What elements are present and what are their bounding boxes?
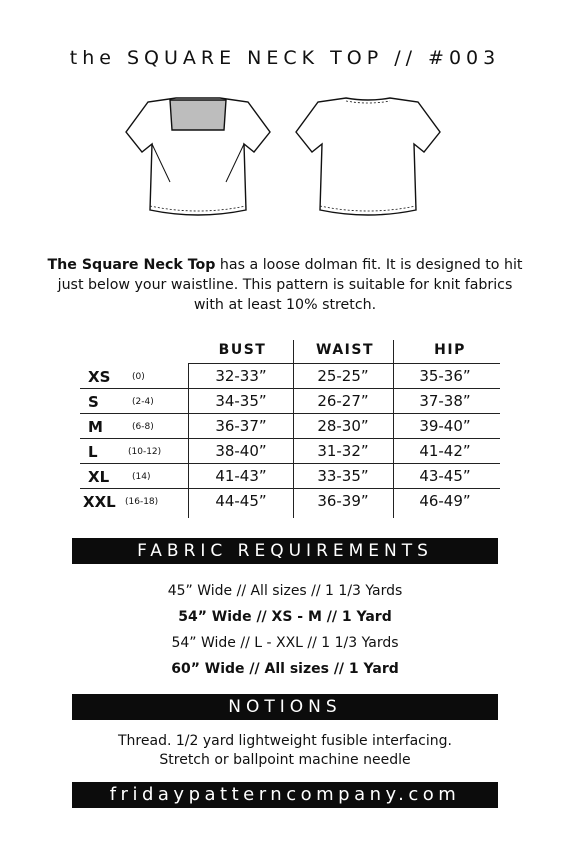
fabric-line: 54” Wide // XS - M // 1 Yard [178,609,392,625]
table-row-divider [80,438,500,439]
bust-value: 38-40” [215,442,267,460]
waist-value: 31-32” [317,442,369,460]
notions-line-1: Thread. 1/2 yard lightweight fusible interfacing. [118,733,452,749]
hip-value: 39-40” [419,417,471,435]
hip-value: 35-36” [419,367,471,385]
size-label: XS [88,368,111,386]
waist-value: 26-27” [317,392,369,410]
hip-value: 46-49” [419,492,471,510]
size-label: S [88,393,99,411]
square-neck-top-front-icon [118,92,278,224]
bust-value: 36-37” [215,417,267,435]
size-label: XL [88,468,110,486]
table-row-divider [80,463,500,464]
intro-bold: The Square Neck Top [47,257,216,273]
size-label: L [88,443,98,461]
header-bust: BUST [218,342,267,358]
bust-value: 44-45” [215,492,267,510]
hip-value: 41-42” [419,442,471,460]
size-number: (10-12) [128,447,162,457]
waist-value: 25-25” [317,367,369,385]
notions-text [0,732,570,770]
size-number: (14) [132,472,151,482]
waist-value: 28-30” [317,417,369,435]
size-label: M [88,418,103,436]
intro-paragraph [45,255,525,315]
bust-value: 34-35” [215,392,267,410]
size-number: (16-18) [125,497,159,507]
size-number: (0) [132,372,145,382]
square-neck-top-back-icon [288,92,448,224]
fabric-requirements-heading: FABRIC REQUIREMENTS [72,538,498,564]
header-waist: WAIST [316,342,374,358]
notions-line-2: Stretch or ballpoint machine needle [159,752,411,768]
waist-value: 36-39” [317,492,369,510]
fabric-line: 45” Wide // All sizes // 1 1/3 Yards [167,583,403,599]
waist-value: 33-35” [317,467,369,485]
size-number: (2-4) [132,397,154,407]
header-hip: HIP [434,342,466,358]
size-number: (6-8) [132,422,154,432]
notions-heading: NOTIONS [72,694,498,720]
hip-value: 37-38” [419,392,471,410]
table-row-divider [80,388,500,389]
footer-website[interactable]: fridaypatterncompany.com [72,782,498,808]
fabric-line: 60” Wide // All sizes // 1 Yard [171,661,399,677]
size-label: XXL [83,493,116,511]
fabric-requirements-list [0,578,570,682]
page-title: the SQUARE NECK TOP // #003 [69,47,501,69]
table-divider [188,363,500,364]
fabric-line: 54” Wide // L - XXL // 1 1/3 Yards [171,635,399,651]
bust-value: 32-33” [215,367,267,385]
hip-value: 43-45” [419,467,471,485]
table-row-divider [80,488,500,489]
garment-illustrations [0,92,570,232]
table-row-divider [80,413,500,414]
intro-text: has a loose dolman fit. It is designed to hit just below your waistline. This pattern is suitable for knit fabrics with at least 10% stretch. [57,257,523,313]
bust-value: 41-43” [215,467,267,485]
